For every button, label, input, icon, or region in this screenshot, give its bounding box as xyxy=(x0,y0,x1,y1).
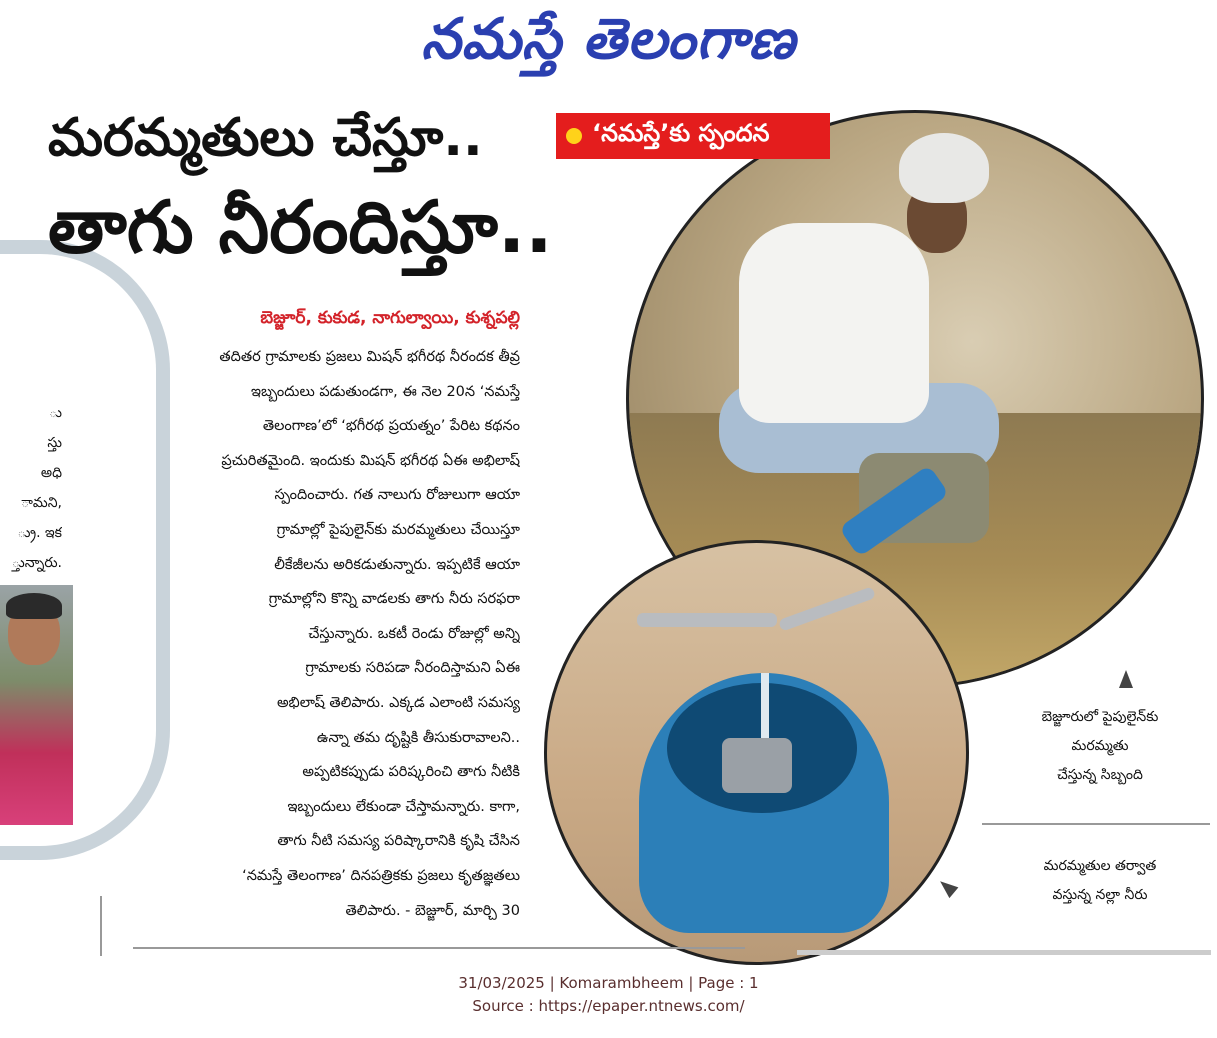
adjacent-text-line: ్తున్నారు. xyxy=(11,555,62,571)
photo2-caption xyxy=(1000,852,1200,910)
adjacent-text-line: ామని, xyxy=(21,495,62,511)
caption-line: వస్తున్న నల్లా నీరు xyxy=(1052,887,1148,903)
page-footer xyxy=(0,972,1217,1018)
caption-line: మరమ్మతుల తర్వాత xyxy=(1043,858,1157,874)
response-badge xyxy=(556,113,830,159)
article-line: గ్రామాల్లో పైపులైన్‌కు మరమ్మతులు చేయిస్తూ xyxy=(276,521,520,538)
article-line: తదితర గ్రామాలకు ప్రజలు మిషన్‌ భగీరథ నీరందక తీవ్ర xyxy=(219,349,520,365)
caption-line: మరమ్మతు xyxy=(1071,738,1129,754)
headline-line-2: తాగు నీరందిస్తూ.. xyxy=(48,185,553,269)
bottom-rule xyxy=(133,947,745,949)
badge-label: ‘నమస్తే’కు స్పందన xyxy=(592,119,770,147)
adjacent-text-line: ్రు. ఇక xyxy=(17,525,62,541)
column-divider xyxy=(100,896,102,956)
article-line: ఉన్నా తమ దృష్టికి తీసుకురావాలని.. xyxy=(316,729,520,746)
adjacent-article-photo xyxy=(0,585,73,825)
caption-line: బెజ్జూరులో పైపులైన్‌కు xyxy=(1041,709,1159,725)
tap-pipe xyxy=(637,613,777,627)
article-line: చేస్తున్నారు. ఒకటీ రెండు రోజుల్లో అన్ని xyxy=(308,625,520,642)
adjacent-text-line: స్తు xyxy=(47,435,62,451)
caption-divider xyxy=(982,823,1210,825)
water-drum-photo xyxy=(544,540,969,965)
yellow-dot-icon xyxy=(566,128,582,144)
article-line: తెలంగాణ’లో ‘భగీరథ ప్రయత్నం’ పేరిట కథనం xyxy=(262,418,520,435)
photo1-caption xyxy=(1000,703,1200,790)
masthead-title: నమస్తే తెలంగాణ xyxy=(421,7,796,72)
footer-date-page: 31/03/2025 | Komarambheem | Page : 1 xyxy=(458,974,759,992)
caption-arrow-left-icon xyxy=(936,876,959,898)
article-line: తాగు నీటి సమస్య పరిష్కారానికి కృషి చేసిన xyxy=(277,833,520,850)
person-hair xyxy=(6,593,62,619)
adjacent-text-line: అధి xyxy=(40,465,62,481)
footer-source[interactable]: Source : https://epaper.ntnews.com/ xyxy=(472,997,745,1015)
worker-shirt xyxy=(739,223,929,423)
article-line: ‘నమస్తే తెలంగాణ’ దినపత్రికకు ప్రజలు కృతజ్ఞతలు xyxy=(242,867,520,884)
steel-cup xyxy=(722,738,792,793)
article-line: తెలిపారు. - బెజ్జూర్‌, మార్చి 30 xyxy=(345,902,520,919)
article-body xyxy=(118,340,520,928)
caption-line: చేస్తున్న సిబ్బంది xyxy=(1057,767,1143,783)
article-line: స్పందించారు. గత నాలుగు రోజులుగా ఆయా xyxy=(274,487,520,504)
caption-arrow-up-icon xyxy=(1119,670,1133,688)
tap-pipe-2 xyxy=(778,586,876,631)
article-line: ఇబ్బందులు పడుతుండగా, ఈ నెల 20న ‘నమస్తే xyxy=(251,383,520,400)
article-line: ఇబ్బందులు లేకుండా చేస్తామన్నారు. కాగా, xyxy=(287,798,520,815)
bottom-rule-right xyxy=(797,950,1211,955)
article-line: అప్పటికప్పుడు పరిష్కరించి తాగు నీటికి xyxy=(302,764,520,781)
article-dateline: బెజ్జూర్‌, కుకుడ, నాగుల్వాయి, కుశ్నపల్లి xyxy=(260,308,520,328)
adjacent-article-text xyxy=(0,398,62,578)
article-line: గ్రామాల్లోని కొన్ని వాడలకు తాగు నీరు సరఫరా xyxy=(268,591,520,608)
article-line: ప్రచురితమైంది. ఇందుకు మిషన్‌ భగీరథ ఏఈ అభిలాష్‌ xyxy=(221,452,520,469)
article-line: లీకేజీలను అరికడుతున్నారు. ఇప్పటికే ఆయా xyxy=(274,556,520,573)
headline-line-1: మరమ్మతులు చేస్తూ.. xyxy=(48,108,483,168)
article-line: గ్రామాలకు సరిపడా నీరందిస్తామని ఏఈ xyxy=(305,660,520,677)
article-line: అభిలాష్‌ తెలిపారు. ఎక్కడ ఎలాంటి సమస్య xyxy=(276,694,520,711)
worker-cap xyxy=(899,133,989,203)
adjacent-text-line: ు xyxy=(49,405,62,421)
